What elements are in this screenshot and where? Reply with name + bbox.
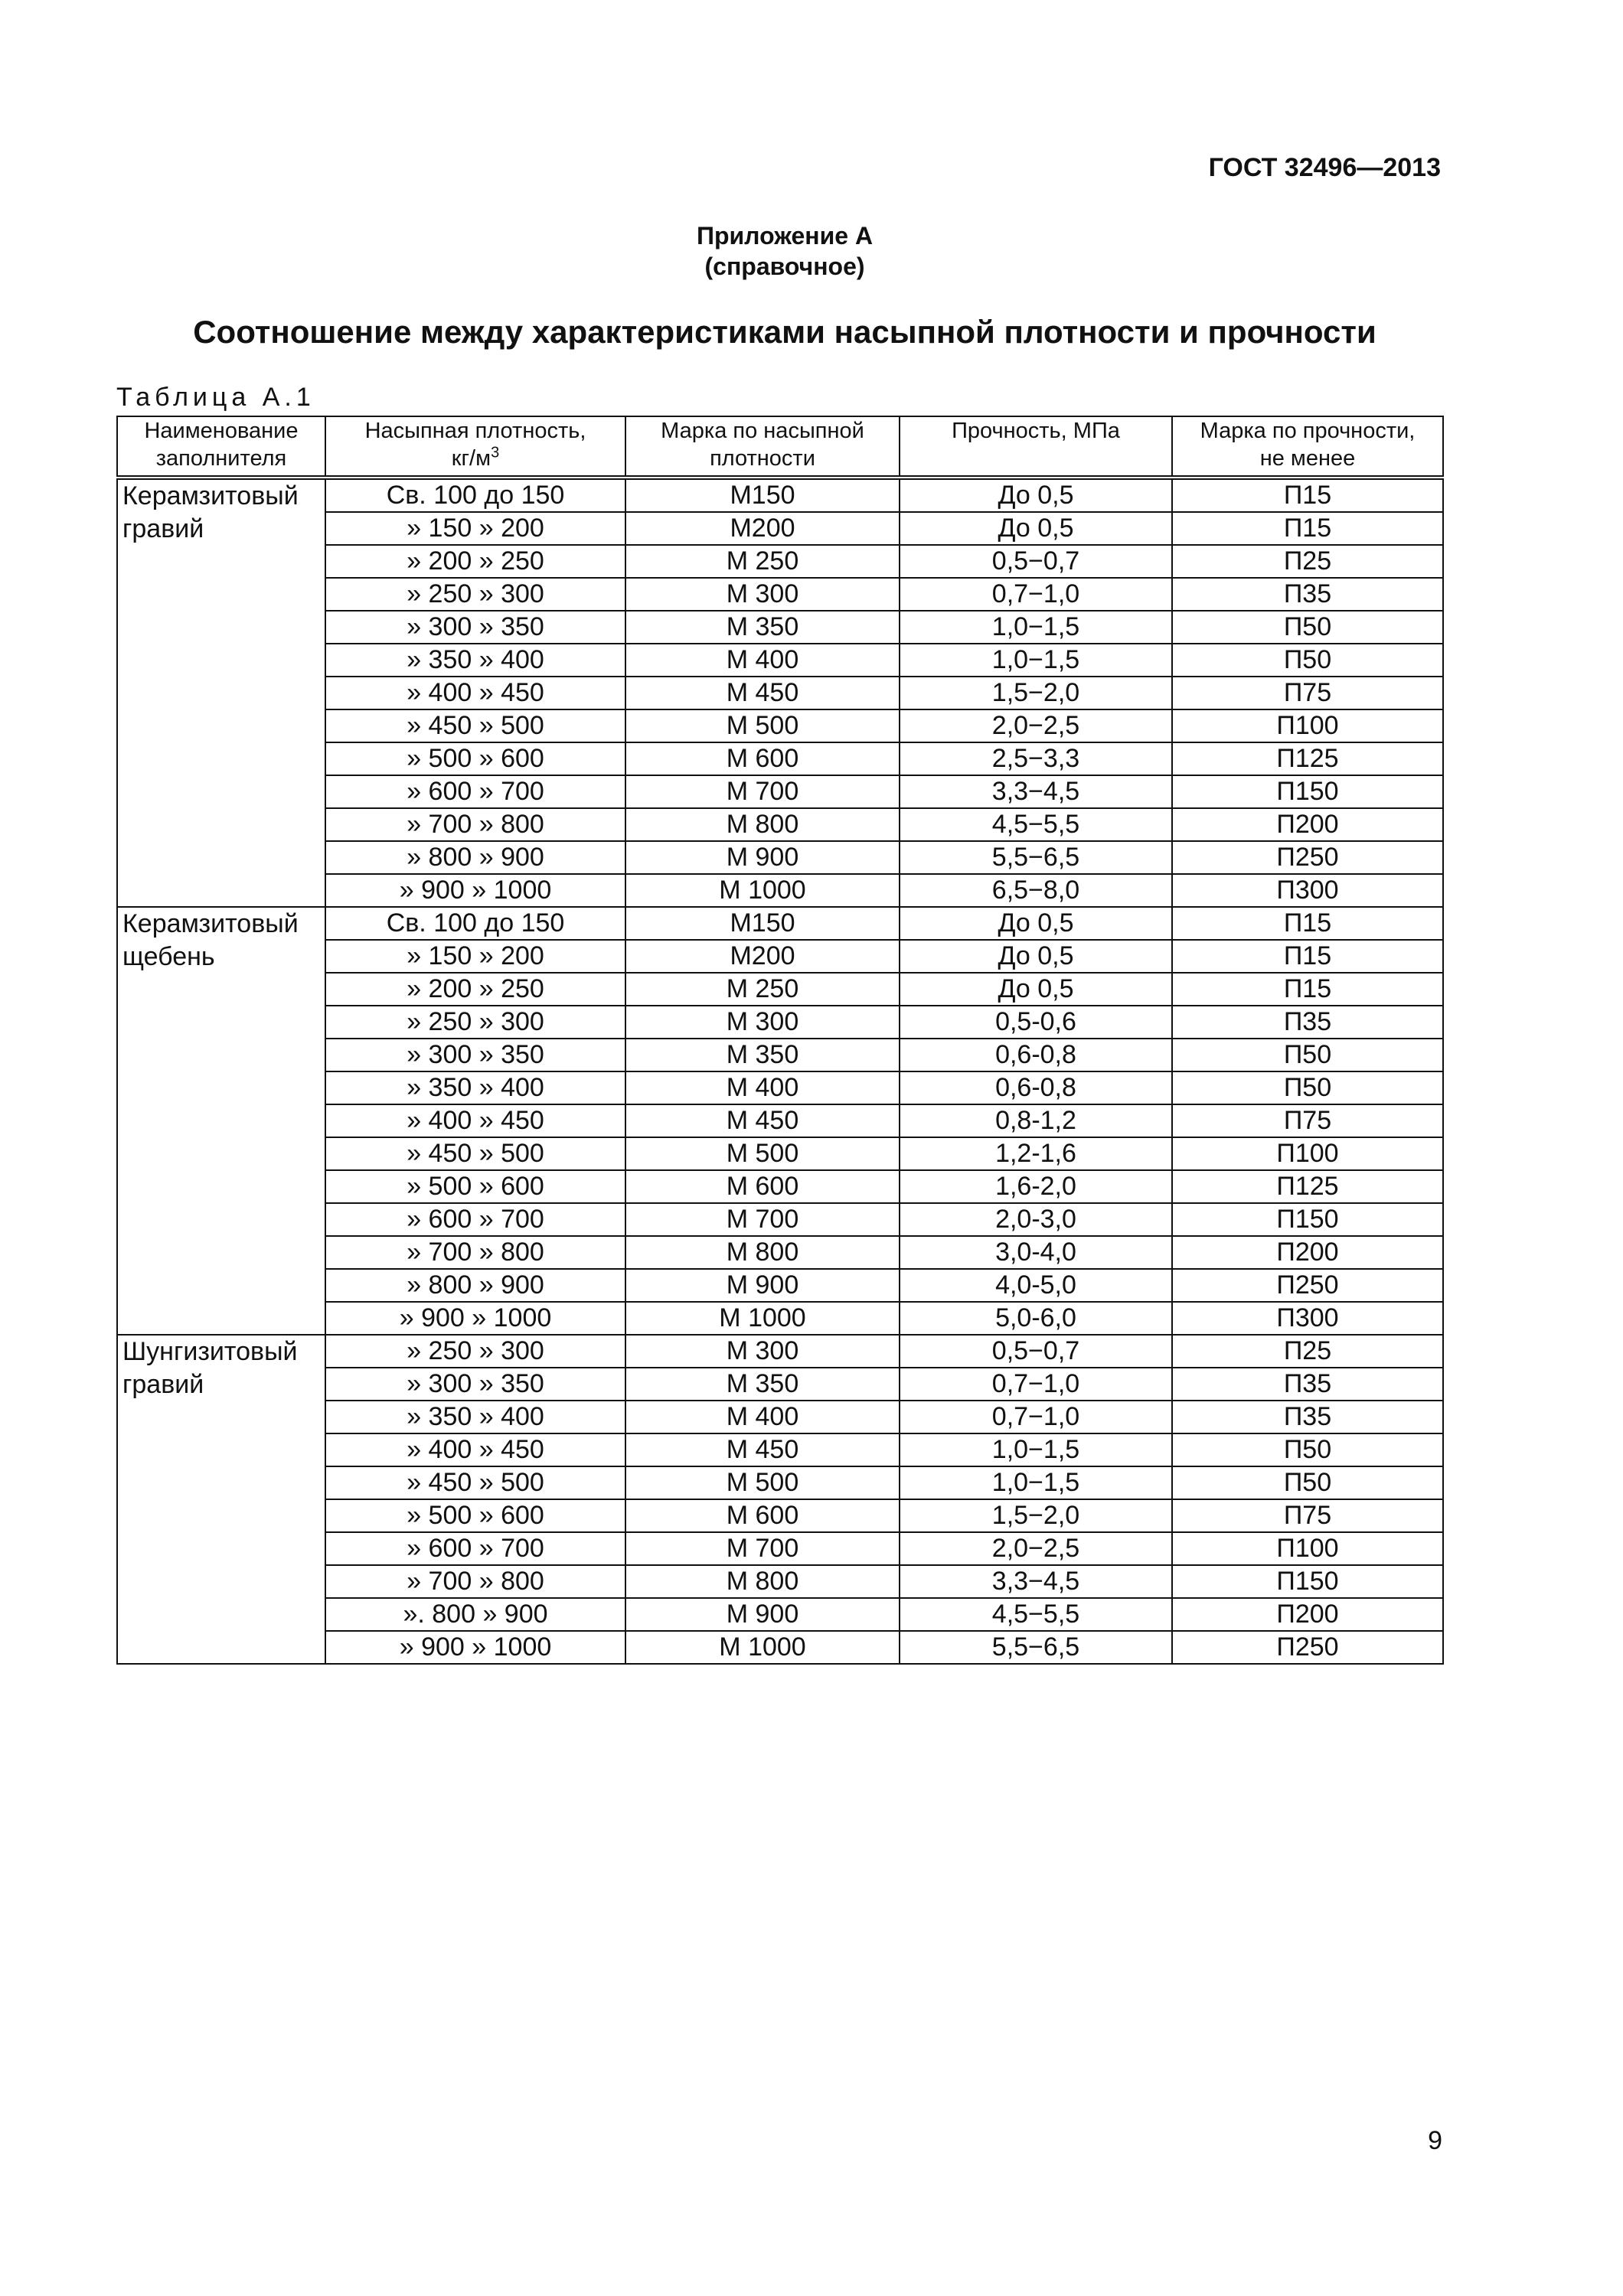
bulk-density-cell: » 500 » 600 (325, 1499, 625, 1532)
strength-grade-cell: П200 (1172, 1598, 1443, 1631)
table-row (117, 478, 1443, 512)
density-grade-cell: М 900 (625, 1269, 900, 1302)
density-grade-cell: М 1000 (625, 1631, 900, 1664)
density-grade-cell: М 700 (625, 775, 900, 808)
table-row (117, 907, 1443, 940)
strength-grade-cell: П250 (1172, 1631, 1443, 1664)
bulk-density-cell: » 600 » 700 (325, 1203, 625, 1236)
strength-cell: 1,0−1,5 (900, 644, 1172, 677)
bulk-density-cell: » 300 » 350 (325, 611, 625, 644)
header-filler-name: Наименование заполнителя (117, 416, 325, 478)
density-grade-cell: М 500 (625, 709, 900, 742)
strength-grade-cell: П35 (1172, 1368, 1443, 1401)
page-number: 9 (1428, 2126, 1442, 2155)
bulk-density-cell: » 200 » 250 (325, 973, 625, 1006)
density-grade-cell: М 800 (625, 1236, 900, 1269)
strength-cell: До 0,5 (900, 512, 1172, 545)
strength-grade-cell: П150 (1172, 1565, 1443, 1598)
strength-cell: 5,0-6,0 (900, 1302, 1172, 1335)
bulk-density-cell: » 150 » 200 (325, 940, 625, 973)
appendix-subtitle: (справочное) (704, 253, 865, 280)
bulk-density-cell: » 900 » 1000 (325, 1631, 625, 1664)
density-grade-cell: М 350 (625, 1039, 900, 1071)
density-grade-cell: М 800 (625, 808, 900, 841)
bulk-density-cell: » 900 » 1000 (325, 1302, 625, 1335)
filler-name-line: Керамзитовый (122, 909, 299, 938)
appendix-heading (0, 220, 1569, 282)
strength-grade-cell: П75 (1172, 677, 1443, 709)
density-grade-cell: М 400 (625, 1071, 900, 1104)
bulk-density-cell: » 150 » 200 (325, 512, 625, 545)
density-grade-cell: М 400 (625, 644, 900, 677)
data-table (116, 416, 1444, 1665)
strength-grade-cell: П100 (1172, 709, 1443, 742)
strength-cell: 0,5-0,6 (900, 1006, 1172, 1039)
strength-cell: 6,5−8,0 (900, 874, 1172, 907)
strength-cell: 5,5−6,5 (900, 841, 1172, 874)
density-grade-cell: М 1000 (625, 874, 900, 907)
density-grade-cell: М 450 (625, 677, 900, 709)
strength-cell: 2,5−3,3 (900, 742, 1172, 775)
density-grade-cell: М150 (625, 907, 900, 940)
bulk-density-cell: » 250 » 300 (325, 578, 625, 611)
strength-cell: 1,0−1,5 (900, 611, 1172, 644)
density-grade-cell: М 300 (625, 1006, 900, 1039)
strength-cell: 3,0-4,0 (900, 1236, 1172, 1269)
strength-cell: 1,2-1,6 (900, 1137, 1172, 1170)
strength-cell: До 0,5 (900, 973, 1172, 1006)
strength-grade-cell: П150 (1172, 1203, 1443, 1236)
density-grade-cell: М 450 (625, 1104, 900, 1137)
filler-name-line: щебень (122, 942, 215, 971)
density-grade-cell: М150 (625, 478, 900, 512)
bulk-density-cell: » 450 » 500 (325, 709, 625, 742)
density-grade-cell: М 300 (625, 1335, 900, 1368)
bulk-density-cell: Св. 100 до 150 (325, 478, 625, 512)
strength-cell: До 0,5 (900, 940, 1172, 973)
strength-grade-cell: П15 (1172, 478, 1443, 512)
strength-grade-cell: П35 (1172, 1401, 1443, 1433)
density-grade-cell: М 900 (625, 1598, 900, 1631)
bulk-density-cell: » 600 » 700 (325, 1532, 625, 1565)
strength-grade-cell: П125 (1172, 742, 1443, 775)
bulk-density-cell: » 800 » 900 (325, 841, 625, 874)
table-label: Таблица А.1 (116, 383, 315, 412)
bulk-density-cell: » 350 » 400 (325, 644, 625, 677)
density-grade-cell: М 700 (625, 1203, 900, 1236)
density-grade-cell: М 600 (625, 1499, 900, 1532)
strength-cell: 0,6-0,8 (900, 1039, 1172, 1071)
filler-name-cell (117, 907, 325, 1335)
bulk-density-cell: » 500 » 600 (325, 1170, 625, 1203)
table-row (117, 1335, 1443, 1368)
bulk-density-cell: » 350 » 400 (325, 1071, 625, 1104)
density-grade-cell: М 250 (625, 545, 900, 578)
strength-grade-cell: П35 (1172, 578, 1443, 611)
strength-grade-cell: П150 (1172, 775, 1443, 808)
strength-grade-cell: П25 (1172, 1335, 1443, 1368)
appendix-title: Приложение А (696, 222, 874, 249)
strength-cell: 1,5−2,0 (900, 677, 1172, 709)
bulk-density-cell: » 800 » 900 (325, 1269, 625, 1302)
strength-cell: 0,6-0,8 (900, 1071, 1172, 1104)
strength-grade-cell: П15 (1172, 907, 1443, 940)
bulk-density-cell: » 350 » 400 (325, 1401, 625, 1433)
header-strength: Прочность, МПа (900, 416, 1172, 478)
strength-grade-cell: П50 (1172, 1071, 1443, 1104)
density-grade-cell: М 500 (625, 1466, 900, 1499)
bulk-density-cell: » 700 » 800 (325, 808, 625, 841)
filler-name-line: Керамзитовый (122, 481, 299, 510)
strength-cell: 0,7−1,0 (900, 1368, 1172, 1401)
strength-cell: 2,0−2,5 (900, 709, 1172, 742)
strength-cell: 1,5−2,0 (900, 1499, 1172, 1532)
density-grade-cell: М200 (625, 512, 900, 545)
strength-cell: 1,0−1,5 (900, 1433, 1172, 1466)
bulk-density-cell: » 250 » 300 (325, 1006, 625, 1039)
filler-name-line: гравий (122, 1370, 204, 1399)
bulk-density-cell: » 700 » 800 (325, 1565, 625, 1598)
strength-cell: До 0,5 (900, 478, 1172, 512)
strength-cell: 4,0-5,0 (900, 1269, 1172, 1302)
strength-grade-cell: П250 (1172, 841, 1443, 874)
density-grade-cell: М 900 (625, 841, 900, 874)
density-grade-cell: М 350 (625, 1368, 900, 1401)
strength-grade-cell: П100 (1172, 1532, 1443, 1565)
table-body (117, 478, 1443, 1664)
strength-cell: 0,5−0,7 (900, 545, 1172, 578)
strength-cell: 3,3−4,5 (900, 775, 1172, 808)
density-grade-cell: М 350 (625, 611, 900, 644)
strength-cell: 4,5−5,5 (900, 808, 1172, 841)
bulk-density-cell: » 450 » 500 (325, 1466, 625, 1499)
strength-cell: 3,3−4,5 (900, 1565, 1172, 1598)
bulk-density-cell: » 500 » 600 (325, 742, 625, 775)
strength-cell: 2,0-3,0 (900, 1203, 1172, 1236)
bulk-density-cell: » 300 » 350 (325, 1039, 625, 1071)
bulk-density-cell: ». 800 » 900 (325, 1598, 625, 1631)
strength-grade-cell: П35 (1172, 1006, 1443, 1039)
density-grade-cell: М 1000 (625, 1302, 900, 1335)
density-grade-cell: М 700 (625, 1532, 900, 1565)
strength-grade-cell: П300 (1172, 1302, 1443, 1335)
header-strength-grade: Марка по прочности, не менее (1172, 416, 1443, 478)
bulk-density-cell: » 400 » 450 (325, 1104, 625, 1137)
strength-grade-cell: П15 (1172, 973, 1443, 1006)
strength-grade-cell: П75 (1172, 1104, 1443, 1137)
table-header-row (117, 416, 1443, 478)
strength-cell: 0,8-1,2 (900, 1104, 1172, 1137)
bulk-density-cell: » 200 » 250 (325, 545, 625, 578)
density-grade-cell: М 250 (625, 973, 900, 1006)
strength-grade-cell: П75 (1172, 1499, 1443, 1532)
strength-grade-cell: П100 (1172, 1137, 1443, 1170)
header-density-grade: Марка по насыпной плотности (625, 416, 900, 478)
density-grade-cell: М 450 (625, 1433, 900, 1466)
bulk-density-cell: » 600 » 700 (325, 775, 625, 808)
strength-grade-cell: П50 (1172, 644, 1443, 677)
strength-cell: 2,0−2,5 (900, 1532, 1172, 1565)
density-grade-cell: М 300 (625, 578, 900, 611)
bulk-density-cell: » 300 » 350 (325, 1368, 625, 1401)
density-grade-cell: М 800 (625, 1565, 900, 1598)
density-grade-cell: М 600 (625, 742, 900, 775)
density-grade-cell: М 600 (625, 1170, 900, 1203)
strength-grade-cell: П200 (1172, 808, 1443, 841)
strength-cell: До 0,5 (900, 907, 1172, 940)
header-bulk-density: Насыпная плотность, $кг/м^3$ (325, 416, 625, 478)
bulk-density-cell: » 400 » 450 (325, 677, 625, 709)
filler-name-line: гравий (122, 514, 204, 543)
strength-grade-cell: П125 (1172, 1170, 1443, 1203)
strength-cell: 4,5−5,5 (900, 1598, 1172, 1631)
strength-cell: 5,5−6,5 (900, 1631, 1172, 1664)
page-title: Соотношение между характеристиками насыпной плотности и прочности (193, 314, 1376, 350)
strength-grade-cell: П300 (1172, 874, 1443, 907)
bulk-density-cell: » 700 » 800 (325, 1236, 625, 1269)
strength-grade-cell: П200 (1172, 1236, 1443, 1269)
strength-cell: 0,7−1,0 (900, 1401, 1172, 1433)
strength-grade-cell: П250 (1172, 1269, 1443, 1302)
strength-cell: 0,7−1,0 (900, 578, 1172, 611)
strength-grade-cell: П50 (1172, 611, 1443, 644)
bulk-density-cell: Св. 100 до 150 (325, 907, 625, 940)
bulk-density-cell: » 900 » 1000 (325, 874, 625, 907)
strength-grade-cell: П50 (1172, 1039, 1443, 1071)
density-grade-cell: М 400 (625, 1401, 900, 1433)
strength-cell: 1,0−1,5 (900, 1466, 1172, 1499)
bulk-density-cell: » 400 » 450 (325, 1433, 625, 1466)
filler-name-line: Шунгизитовый (122, 1337, 298, 1366)
filler-name-cell (117, 1335, 325, 1664)
strength-cell: 0,5−0,7 (900, 1335, 1172, 1368)
strength-grade-cell: П15 (1172, 940, 1443, 973)
density-grade-cell: М 500 (625, 1137, 900, 1170)
bulk-density-cell: » 450 » 500 (325, 1137, 625, 1170)
document-code: ГОСТ 32496—2013 (1208, 153, 1441, 182)
strength-cell: 1,6-2,0 (900, 1170, 1172, 1203)
strength-grade-cell: П15 (1172, 512, 1443, 545)
strength-grade-cell: П50 (1172, 1433, 1443, 1466)
filler-name-cell (117, 478, 325, 907)
density-grade-cell: М200 (625, 940, 900, 973)
strength-grade-cell: П25 (1172, 545, 1443, 578)
bulk-density-cell: » 250 » 300 (325, 1335, 625, 1368)
strength-grade-cell: П50 (1172, 1466, 1443, 1499)
